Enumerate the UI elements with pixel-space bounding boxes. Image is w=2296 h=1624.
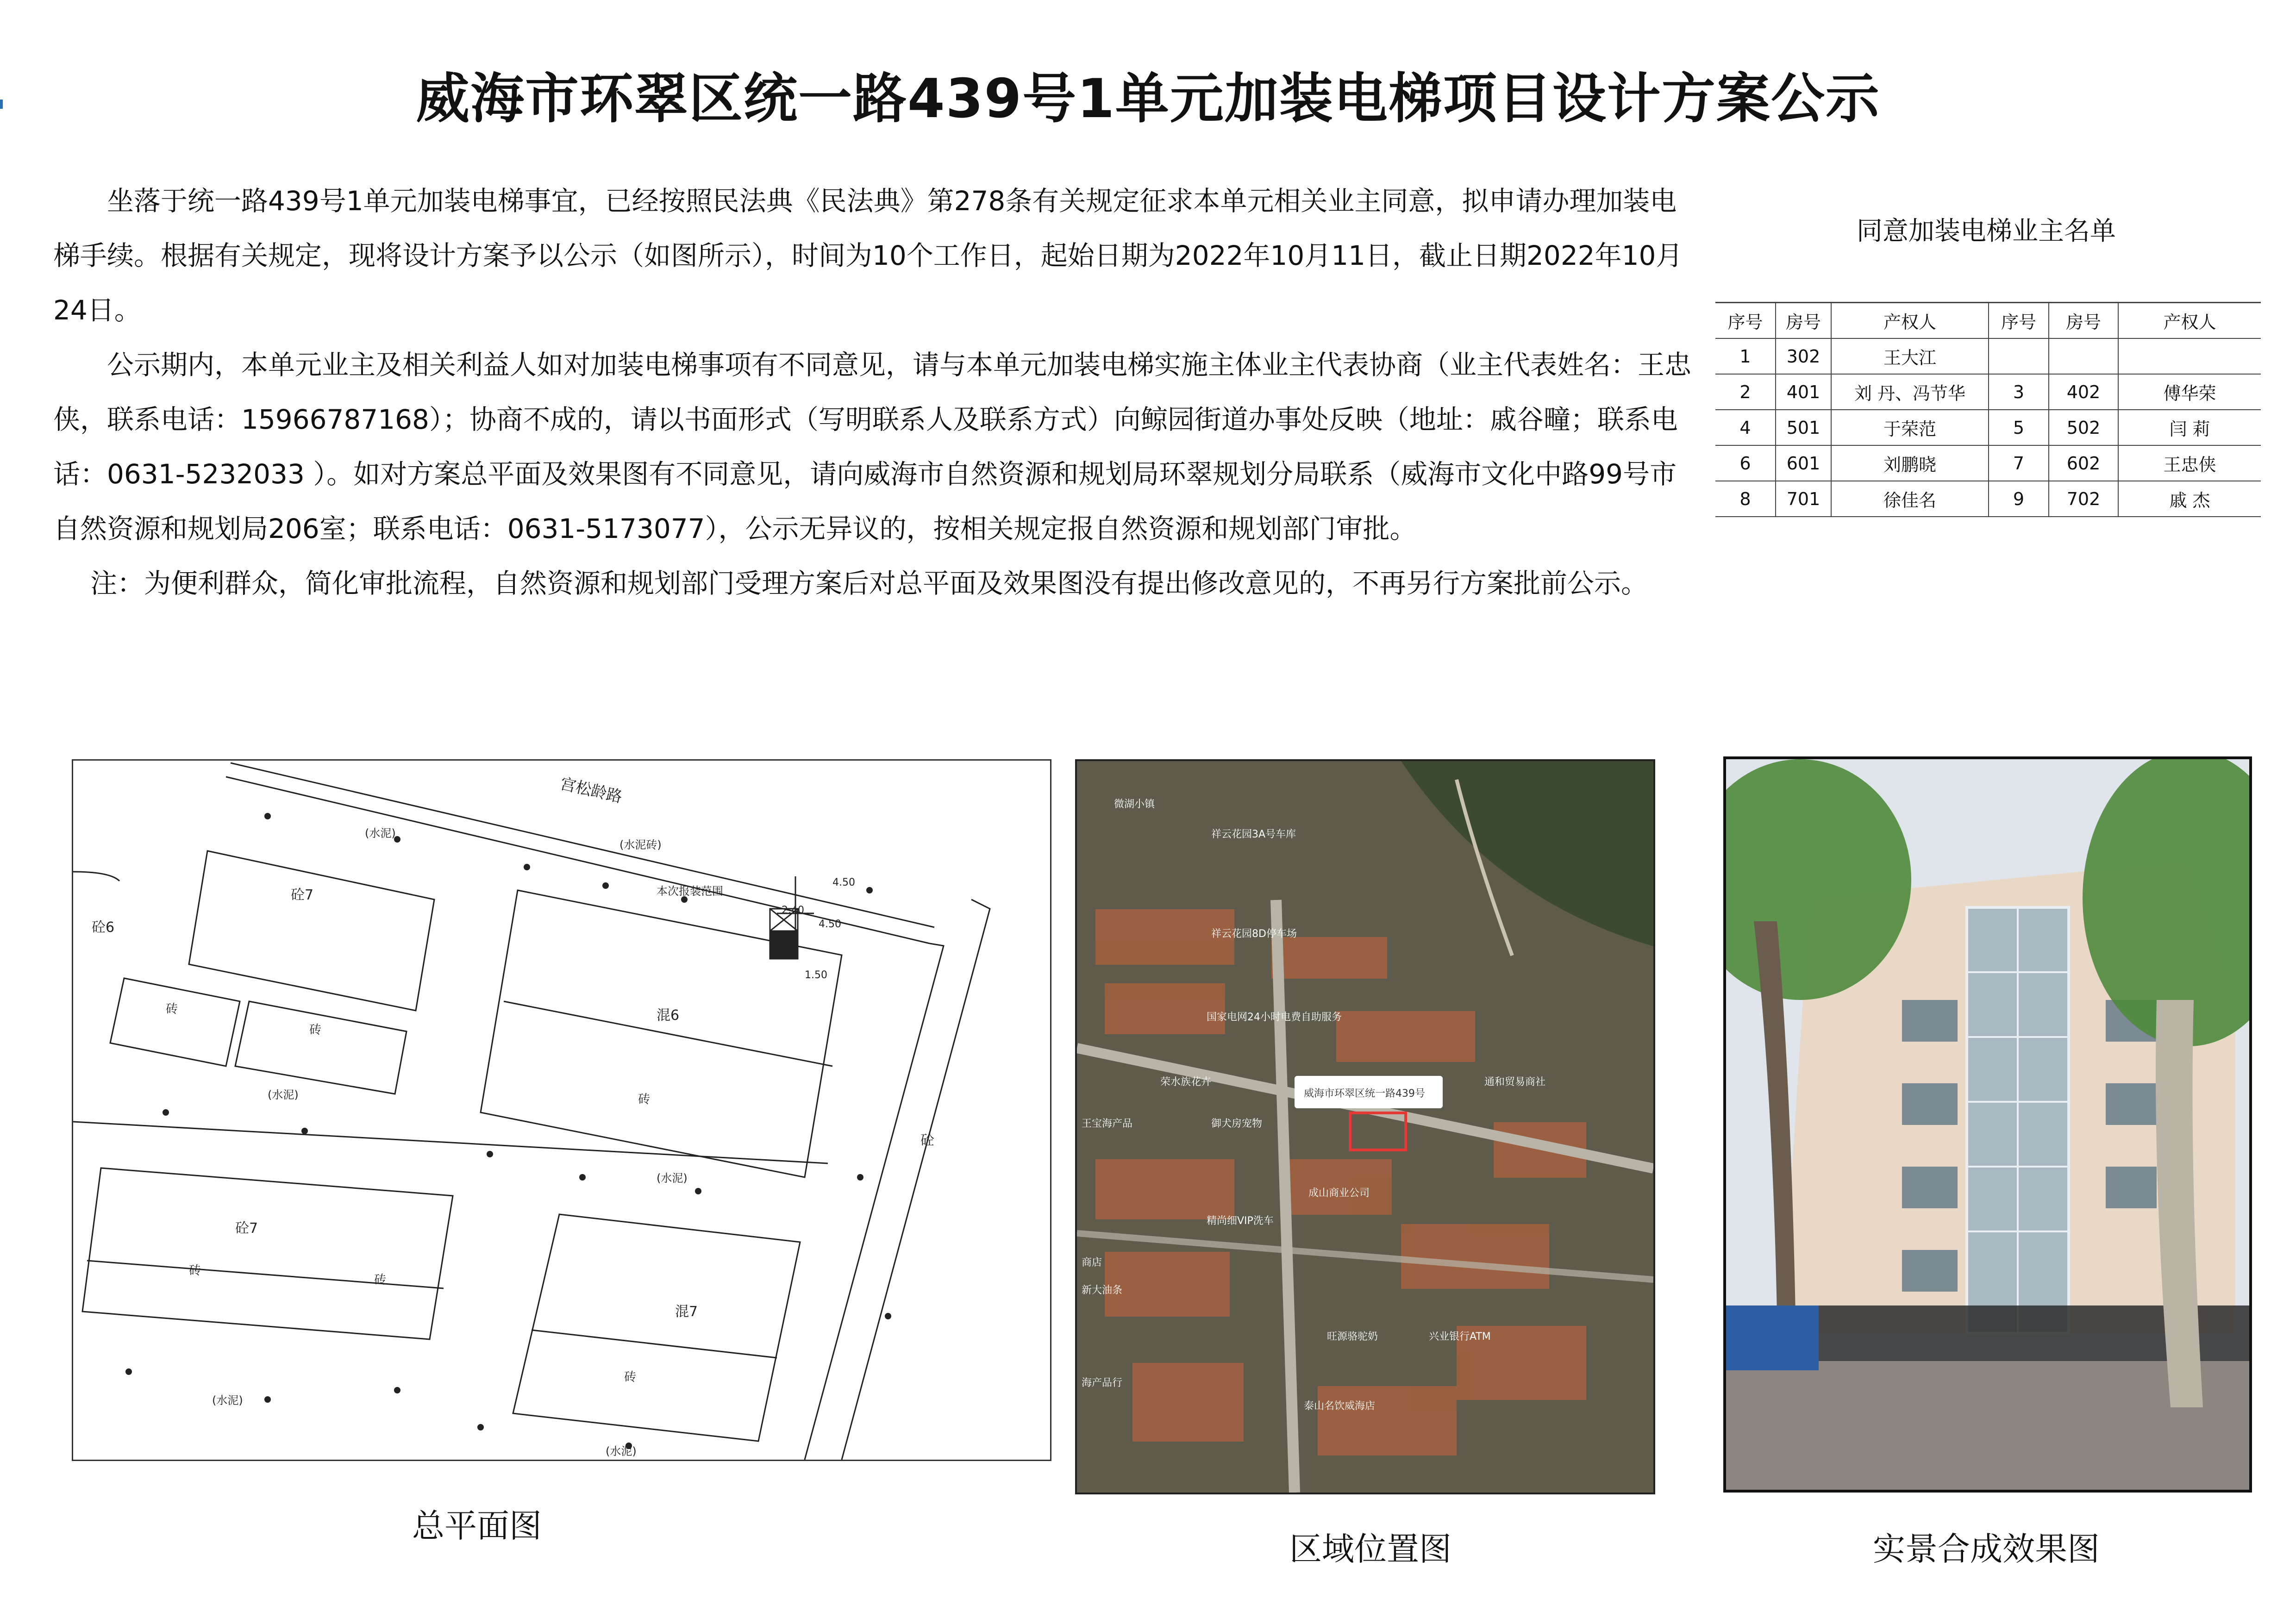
table-cell: 3 (1989, 374, 2049, 410)
map-label: 御犬房宠物 (1211, 1118, 1263, 1130)
owners-table-header-row (1715, 303, 2261, 339)
table-cell: 戚 杰 (2118, 481, 2261, 517)
table-cell: 徐佳名 (1831, 481, 1989, 517)
table-cell: 401 (1776, 374, 1831, 410)
owners-table (1715, 302, 2261, 517)
map-label: 旺源骆驼奶 (1327, 1331, 1378, 1343)
building-block (110, 978, 240, 1066)
table-cell: 6 (1715, 445, 1776, 481)
table-cell: 刘 丹、冯节华 (1831, 374, 1989, 410)
elevator-scope-marker (770, 931, 798, 959)
building-block (189, 851, 434, 1011)
wall-poster (1726, 1305, 1819, 1370)
map-label: 国家电网24小时电费自助服务 (1207, 1012, 1342, 1023)
notice-paragraph-1: 坐落于统一路439号1单元加装电梯事宜，已经按照民法典《民法典》第278条有关规定征求本单元相关业主同意，拟申请办理加装电梯手续。根据有关规定，现将设计方案予以公示（如图所示），时间为10个工作日，起始日期为2022年10月11日，截止日期2022年10月24日。 (53, 185, 1683, 326)
map-label: 微湖小镇 (1114, 799, 1155, 810)
table-cell: 602 (2049, 445, 2118, 481)
building-block (82, 1168, 453, 1339)
site-road (73, 1122, 828, 1163)
notice-paragraph-2: 公示期内，本单元业主及相关利益人如对加装电梯事项有不同意见，请与本单元加装电梯实施主体业主代表协商（业主代表姓名：王忠侠，联系电话：15966787168）；协商不成的，请以书面形式（写明联系人及联系方式）向鲸园街道办事处反映（地址：戚谷疃；联系电话：0631-5232033 ）。如对方案总平面及效果图有不同意见，请向威海市自然资源和规划局环翠规划分局联系（威海市文化中路99号市自然资源和规划局206室；联系电话：0631-5173077），公示无异议的，按相关规定报自然资源和规划部门审批。 (53, 349, 1692, 544)
table-cell: 王忠侠 (2118, 445, 2261, 481)
table-cell: 501 (1776, 410, 1831, 445)
table-cell: 刘鹏晓 (1831, 445, 1989, 481)
map-label: 海产品行 (1082, 1377, 1123, 1389)
map-label: 商店 (1082, 1257, 1102, 1268)
photo-caption: 实景合成效果图 (1873, 1530, 2100, 1568)
dimension-label: 2.40 (782, 905, 804, 916)
block-label: 砼7 (235, 1220, 258, 1237)
site-boundary (805, 943, 944, 1460)
header-cell: 产权人 (1831, 303, 1989, 339)
building-block (235, 1001, 407, 1094)
table-cell: 402 (2049, 374, 2118, 410)
table-cell: 8 (1715, 481, 1776, 517)
scope-label: 本次报装范围 (657, 885, 723, 898)
map-label: 成山商业公司 (1308, 1187, 1370, 1199)
site-curve (73, 872, 119, 881)
header-cell: 序号 (1989, 303, 2049, 339)
map-label: 精尚细VIP洗车 (1207, 1215, 1274, 1227)
map-label: 通和贸易商社 (1484, 1076, 1546, 1088)
map-label: 泰山名饮威海店 (1304, 1400, 1376, 1412)
owners-table-caption: 同意加装电梯业主名单 (1857, 216, 2116, 246)
cement-bricks-label: (水泥砖) (619, 838, 662, 851)
site-boundary (842, 899, 990, 1460)
table-cell: 5 (1989, 410, 2049, 445)
brick-label: 砖 (309, 1023, 322, 1037)
table-cell (1989, 338, 2049, 374)
brick-label: 砖 (189, 1264, 201, 1278)
brick-label: 砖 (638, 1093, 651, 1106)
table-cell: 302 (1776, 338, 1831, 374)
site-plan-figure (72, 759, 1051, 1461)
table-cell: 于荣范 (1831, 410, 1989, 445)
table-row (1715, 481, 2261, 517)
brick-label: 砖 (374, 1273, 387, 1287)
cement-label: (水泥) (212, 1394, 243, 1407)
table-cell: 4 (1715, 410, 1776, 445)
table-row (1715, 410, 2261, 445)
table-row (1715, 445, 2261, 481)
area-map-figure (1075, 759, 1655, 1494)
map-label: 王宝海产品 (1082, 1118, 1133, 1130)
road-label: 宫松龄路 (558, 774, 624, 807)
brick-label: 砖 (166, 1002, 178, 1016)
composite-photo-image (1726, 759, 2249, 1490)
dimension-label: 4.50 (832, 877, 855, 888)
table-cell: 7 (1989, 445, 2049, 481)
cement-label: (水泥) (606, 1445, 637, 1458)
table-cell (2118, 338, 2261, 374)
table-cell: 701 (1776, 481, 1831, 517)
notice-note: 注：为便利群众，简化审批流程，自然资源和规划部门受理方案后对总平面及效果图没有提出修改意见的，不再另行方案批前公示。 (90, 568, 1648, 599)
map-label: 荣水族花卉 (1160, 1076, 1212, 1088)
table-cell: 502 (2049, 410, 2118, 445)
map-label: 祥云花园8D停车场 (1211, 928, 1297, 940)
site-plan-drawing (73, 761, 1050, 1460)
table-row (1715, 374, 2261, 410)
table-cell: 傅华荣 (2118, 374, 2261, 410)
building-line (532, 1330, 777, 1358)
table-cell: 601 (1776, 445, 1831, 481)
map-label: 祥云花园3A号车库 (1211, 829, 1296, 840)
left-block-label: 砼6 (92, 919, 115, 936)
table-cell: 1 (1715, 338, 1776, 374)
map-label: 兴业银行ATM (1429, 1331, 1491, 1343)
building-block (513, 1214, 800, 1441)
table-cell (2049, 338, 2118, 374)
header-cell: 产权人 (2118, 303, 2261, 339)
composite-photo-figure (1723, 756, 2252, 1493)
dimension-label: 1.50 (805, 969, 827, 981)
table-cell: 2 (1715, 374, 1776, 410)
block-label: 混6 (657, 1007, 680, 1024)
block-label: 砼7 (291, 887, 314, 903)
area-map-image (1077, 761, 1653, 1493)
location-popup-text: 威海市环翠区统一路439号 (1304, 1088, 1425, 1099)
table-row (1715, 338, 2261, 374)
page-title: 威海市环翠区统一路439号1单元加装电梯项目设计方案公示 (416, 68, 1880, 130)
table-cell: 闫 莉 (2118, 410, 2261, 445)
cement-label: (水泥) (657, 1172, 688, 1185)
table-cell: 王大江 (1831, 338, 1989, 374)
block-label: 混7 (675, 1304, 698, 1320)
site-plan-caption: 总平面图 (412, 1507, 542, 1545)
header-cell: 房号 (2049, 303, 2118, 339)
brick-label: 砖 (624, 1370, 637, 1384)
building-line (87, 1261, 444, 1288)
header-cell: 序号 (1715, 303, 1776, 339)
map-label: 新大油条 (1082, 1285, 1123, 1296)
table-cell: 9 (1989, 481, 2049, 517)
dimension-label: 4.50 (819, 918, 841, 930)
right-block-label: 砼 (920, 1132, 934, 1149)
cement-label: (水泥) (268, 1088, 299, 1101)
table-cell: 702 (2049, 481, 2118, 517)
header-cell: 房号 (1776, 303, 1831, 339)
notice-body (53, 174, 1692, 611)
area-map-caption: 区域位置图 (1289, 1530, 1451, 1568)
cement-label: (水泥) (365, 827, 396, 840)
